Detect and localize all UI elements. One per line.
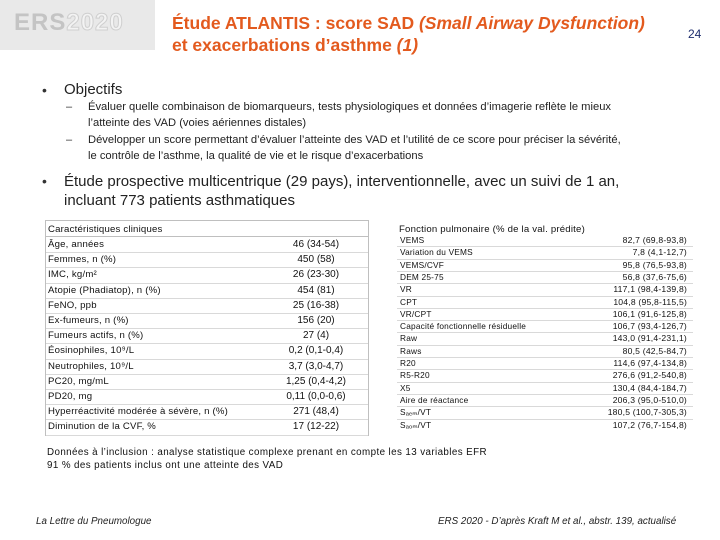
row-label: VR bbox=[400, 284, 412, 295]
row-value: 276,6 (91,2-540,8) bbox=[612, 370, 687, 381]
row-label: PD20, mg bbox=[48, 391, 93, 402]
objective-line: Développer un score permettant d’évaluer l’atteinte des VAD et l’utilité de ce score pour préciser la sévérité, bbox=[88, 134, 621, 146]
logo-year: 2020 bbox=[66, 9, 124, 36]
row-value: 114,6 (97,4-134,8) bbox=[613, 358, 687, 368]
row-label: Raw bbox=[400, 333, 418, 344]
row-divider bbox=[46, 359, 368, 360]
table-header: Caractéristiques cliniques bbox=[48, 224, 163, 235]
objective-item bbox=[88, 100, 708, 131]
row-label: Atopie (Phadiatop), n (%) bbox=[48, 284, 161, 296]
row-label: R20 bbox=[400, 358, 416, 368]
journal-name: La Lettre du Pneumologue bbox=[36, 516, 152, 527]
row-value: 454 (81) bbox=[297, 284, 335, 296]
row-divider bbox=[46, 419, 368, 420]
row-label: Raws bbox=[400, 345, 422, 356]
row-label: Variation du VEMS bbox=[400, 247, 473, 258]
slide-title bbox=[172, 12, 672, 56]
title-ref: (1) bbox=[396, 35, 419, 55]
study-description bbox=[64, 172, 704, 210]
footnote-line: 91 % des patients inclus ont une atteinte des VAD bbox=[47, 460, 284, 471]
row-divider bbox=[46, 313, 368, 314]
row-value: 156 (20) bbox=[297, 315, 335, 326]
objective-line: Évaluer quelle combinaison de biomarqueurs, tests physiologiques et données d’imagerie reflète le mieux bbox=[88, 101, 612, 113]
row-divider bbox=[46, 267, 368, 268]
row-divider bbox=[46, 298, 368, 299]
objective-line: le contrôle de l’asthme, la qualité de vie et le risque d’exacerbations bbox=[88, 149, 424, 162]
dash-marker: – bbox=[66, 134, 73, 146]
row-label: Hyperréactivité modérée à sévère, n (%) bbox=[48, 406, 229, 418]
row-value: 7,8 (4,1-12,7) bbox=[632, 247, 687, 258]
row-label: Éosinophiles, 10⁹/L bbox=[48, 345, 135, 357]
title-part: et exacerbations d’asthme bbox=[172, 35, 397, 55]
footnote bbox=[47, 446, 487, 472]
row-label: Sₐₒₘ/VT bbox=[400, 419, 432, 430]
row-label: VR/CPT bbox=[400, 308, 432, 319]
row-value: 1,25 (0,4-4,2) bbox=[285, 375, 347, 387]
row-divider bbox=[46, 435, 368, 436]
pulmonary-function-table bbox=[396, 220, 694, 436]
row-value: 104,8 (95,8-115,5) bbox=[613, 296, 687, 307]
row-divider bbox=[46, 343, 368, 344]
row-value: 26 (23-30) bbox=[292, 269, 340, 281]
row-label: Ex-fumeurs, n (%) bbox=[48, 315, 129, 326]
row-value: 95,8 (76,5-93,8) bbox=[622, 259, 687, 270]
row-label: Aire de réactance bbox=[400, 394, 469, 405]
objective-line: l’atteinte des VAD (voies aériennes distales) bbox=[88, 116, 307, 129]
row-label: X5 bbox=[400, 382, 411, 393]
row-label: Capacité fonctionnelle résiduelle bbox=[400, 321, 527, 332]
row-label: Femmes, n (%) bbox=[48, 254, 117, 266]
row-label: Fumeurs actifs, n (%) bbox=[48, 330, 144, 342]
row-value: 3,7 (3,0-4,7) bbox=[288, 360, 344, 372]
row-label: Âge, années bbox=[48, 239, 105, 250]
row-divider bbox=[46, 283, 368, 284]
row-value: 0,2 (0,1-0,4) bbox=[288, 345, 344, 357]
row-value: 143,0 (91,4-231,1) bbox=[612, 333, 687, 344]
row-value: 107,2 (76,7-154,8) bbox=[612, 419, 687, 430]
row-value: 46 (34-54) bbox=[292, 239, 340, 250]
row-divider bbox=[46, 252, 368, 253]
row-label: VEMS/CVF bbox=[400, 259, 445, 270]
page-number: 24 bbox=[688, 27, 702, 41]
row-value: 27 (4) bbox=[302, 330, 330, 342]
row-value: 450 (58) bbox=[297, 254, 335, 266]
row-value: 130,4 (84,4-184,7) bbox=[612, 382, 687, 393]
row-value: 206,3 (95,0-510,0) bbox=[612, 394, 687, 405]
study-line: Étude prospective multicentrique (29 pays), interventionnelle, avec un suivi de 1 an, bbox=[64, 173, 620, 190]
row-value: 17 (12-22) bbox=[292, 421, 340, 433]
ers-logo bbox=[0, 0, 155, 50]
row-divider bbox=[46, 404, 368, 405]
logo-text bbox=[14, 9, 124, 37]
title-italic: (Small Airway Dysfunction) bbox=[418, 13, 645, 33]
row-label: Neutrophiles, 10⁹/L bbox=[48, 360, 134, 372]
row-value: 117,1 (98,4-139,8) bbox=[613, 284, 687, 295]
row-label: IMC, kg/m² bbox=[48, 269, 97, 281]
row-label: VEMS bbox=[400, 235, 425, 245]
footnote-line: Données à l’inclusion : analyse statistique complexe prenant en compte les 13 variables EFR bbox=[47, 447, 487, 458]
row-value: 25 (16-38) bbox=[292, 299, 340, 311]
row-value: 271 (48,4) bbox=[293, 406, 339, 418]
source-reference: ERS 2020 - D’après Kraft M et al., abstr. 139, actualisé bbox=[438, 516, 677, 527]
slide-header bbox=[0, 0, 720, 64]
row-label: R5-R20 bbox=[400, 370, 430, 381]
clinical-characteristics-table bbox=[45, 220, 369, 436]
row-label: FeNO, ppb bbox=[48, 299, 97, 311]
table-header: Fonction pulmonaire (% de la val. prédite) bbox=[399, 224, 585, 235]
header-divider bbox=[46, 236, 368, 237]
row-divider bbox=[46, 374, 368, 375]
row-label: DEM 25-75 bbox=[400, 271, 444, 282]
row-label: CPT bbox=[400, 296, 418, 307]
bullet-dot: • bbox=[42, 82, 47, 98]
title-part: Étude ATLANTIS : score SAD bbox=[172, 13, 419, 33]
dash-marker: – bbox=[66, 101, 73, 113]
row-divider bbox=[46, 328, 368, 329]
row-label: PC20, mg/mL bbox=[48, 375, 109, 387]
objective-item bbox=[88, 133, 708, 164]
row-value: 106,7 (93,4-126,7) bbox=[612, 321, 687, 332]
logo-ers: ERS bbox=[14, 9, 67, 36]
bullet-dot: • bbox=[42, 173, 47, 189]
objectives-heading: Objectifs bbox=[64, 81, 123, 98]
row-value: 56,8 (37,6-75,6) bbox=[622, 271, 687, 282]
row-value: 0,11 (0,0-0,6) bbox=[286, 391, 346, 402]
row-label: Diminution de la CVF, % bbox=[48, 421, 157, 433]
row-divider bbox=[46, 389, 368, 390]
row-value: 82,7 (69,8-93,8) bbox=[622, 235, 687, 245]
row-value: 106,1 (91,6-125,8) bbox=[612, 308, 687, 319]
study-line: incluant 773 patients asthmatiques bbox=[64, 192, 295, 209]
row-value: 80,5 (42,5-84,7) bbox=[622, 345, 687, 356]
row-label: Sₐₑₘ/VT bbox=[400, 407, 432, 418]
row-value: 180,5 (100,7-305,3) bbox=[607, 407, 687, 418]
